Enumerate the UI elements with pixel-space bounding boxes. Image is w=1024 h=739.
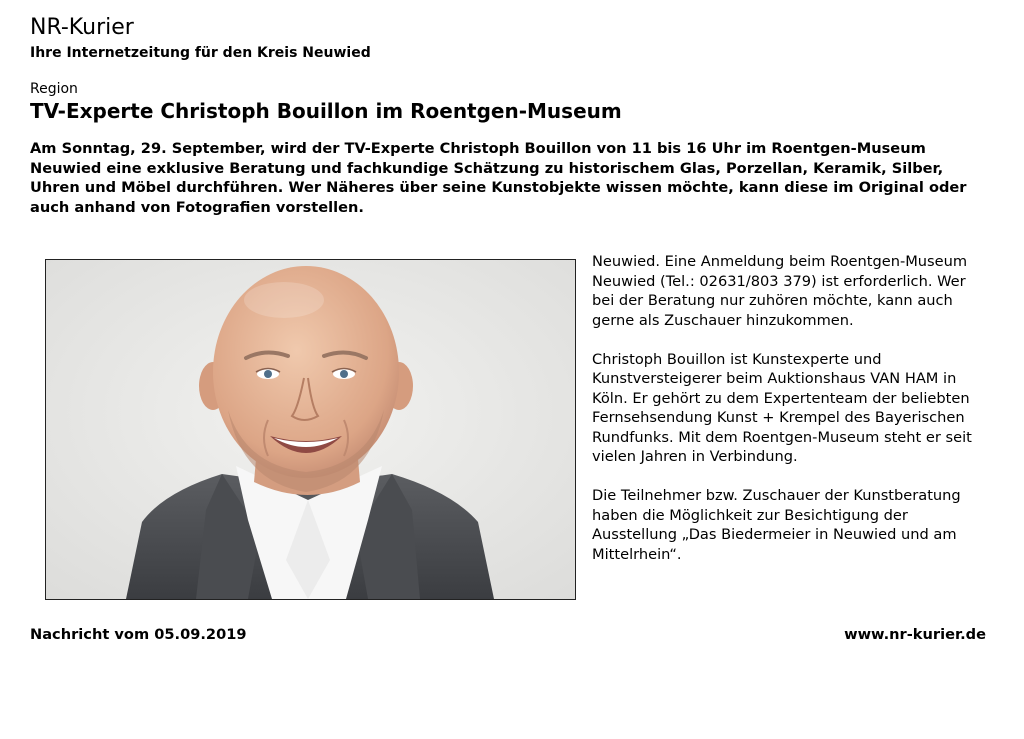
footer-date: Nachricht vom 05.09.2019 — [30, 626, 247, 643]
masthead-title: NR-Kurier — [30, 15, 134, 40]
article-paragraph: Neuwied. Eine Anmeldung beim Roentgen-Museum Neuwied (Tel.: 02631/803 379) ist erforderlich. Wer bei der Beratung nur zuhören möchte, kann auch gerne als Zuschauer hinzukommen. — [592, 253, 968, 329]
article-body — [592, 252, 992, 584]
article-paragraph: Christoph Bouillon ist Kunstexperte und Kunstversteigerer beim Auktionshaus VAN HAM in Köln. Er gehört zu dem Expertenteam der beliebten Fernsehsendung Kunst + Krempel des Bayerischen Rundfunks. Mit dem Roentgen-Museum steht er seit vielen Jahren in Verbindung. — [592, 350, 972, 465]
masthead-subtitle: Ihre Internetzeitung für den Kreis Neuwied — [30, 45, 371, 61]
portrait-illustration — [46, 260, 575, 599]
footer-website: www.nr-kurier.de — [844, 626, 986, 643]
article-paragraph: Die Teilnehmer bzw. Zuschauer der Kunstberatung haben die Möglichkeit zur Besichtigung der Ausstellung „Das Biedermeier in Neuwied und am Mittelrhein“. — [592, 487, 961, 563]
article-photo — [45, 259, 576, 600]
section-label: Region — [30, 81, 78, 97]
article-headline: TV-Experte Christoph Bouillon im Roentgen-Museum — [30, 99, 622, 123]
article-lead: Am Sonntag, 29. September, wird der TV-Experte Christoph Bouillon von 11 bis 16 Uhr im Roentgen-Museum Neuwied eine exklusive Beratung und fachkundige Schätzung zu historischem Glas, Porzellan, Keramik, Silber, Uhren und Möbel durchführen. Wer Näheres über seine Kunstobjekte wissen möchte, kann diese im Original oder auch anhand von Fotografien vorstellen. — [30, 140, 967, 216]
